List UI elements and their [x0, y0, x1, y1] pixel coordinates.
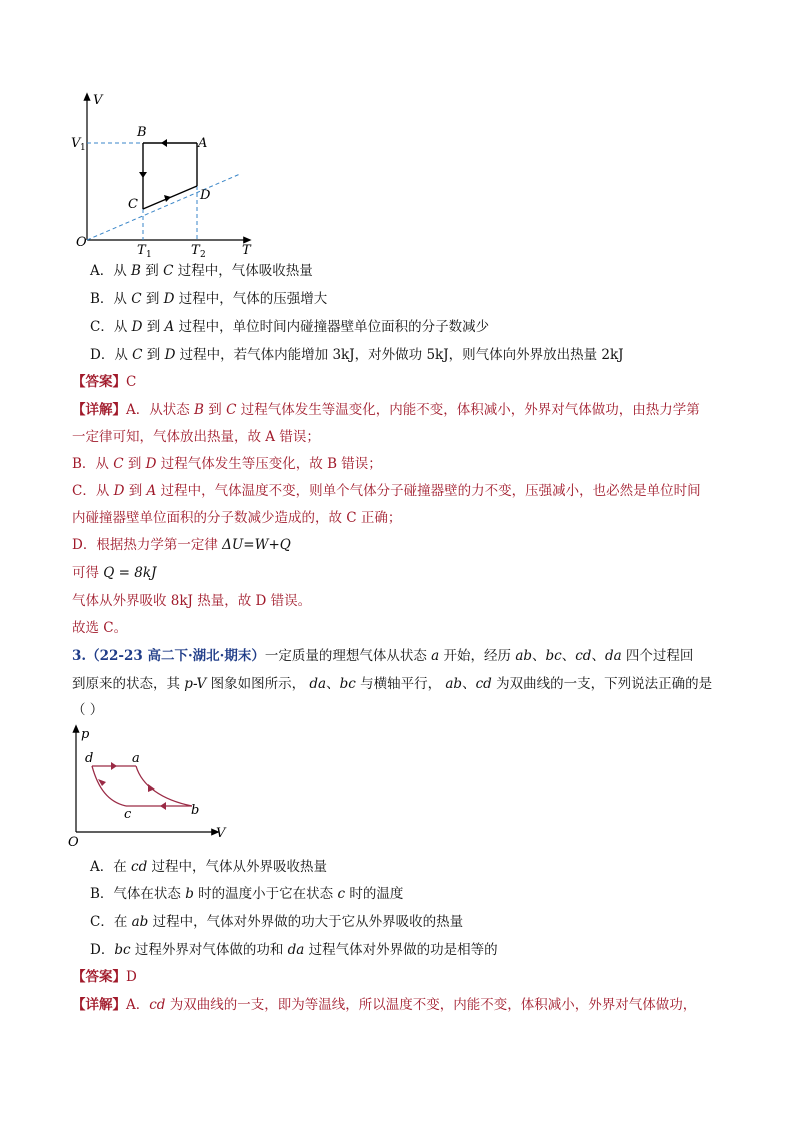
label-b-2: b — [191, 803, 200, 818]
curve-cd — [92, 766, 126, 806]
pv-diagram — [66, 724, 236, 848]
q2-conclusion: 气体从外界吸收 8kJ 热量，故 D 错误。 — [72, 593, 312, 609]
curve-ab — [136, 766, 192, 806]
q2-final: 故选 C。 — [72, 620, 128, 636]
label-d-2: d — [85, 751, 94, 766]
label-v-2: V — [216, 826, 226, 841]
q3-option-b: B．气体在状态 b 时的温度小于它在状态 c 时的温度 — [90, 886, 404, 902]
q3-option-a: A．在 cd 过程中，气体从外界吸收热量 — [90, 859, 328, 875]
q3-answer-bracket: （ ） — [72, 702, 104, 718]
q2-option-b: B．从 C 到 D 过程中，气体的压强增大 — [90, 291, 328, 307]
label-a-2: a — [132, 751, 140, 766]
label-v: V — [93, 93, 103, 108]
q2-option-a: A．从 B 到 C 过程中，气体吸收热量 — [90, 263, 313, 279]
arrow-da — [111, 762, 117, 770]
q2-explanation-b: B．从 C 到 D 过程气体发生等压变化，故 B 错误； — [72, 456, 382, 472]
q2-explanation-a-line2: 一定律可知，气体放出热量，故 A 错误； — [72, 429, 320, 445]
label-t1: T — [137, 243, 146, 258]
label-o: O — [76, 235, 87, 250]
q2-derivation: 可得 Q = 8kJ — [72, 565, 157, 581]
label-o-2: O — [68, 835, 79, 848]
label-b: B — [137, 125, 147, 140]
q2-answer: 【答案】C — [72, 374, 137, 390]
vt-diagram — [60, 88, 260, 258]
arrow-cd — [164, 195, 171, 202]
q2-explanation-a-line1: 【详解】A．从状态 B 到 C 过程气体发生等温变化，内能不变，体积减小，外界对气体做功，由热力学第 — [72, 402, 700, 418]
label-c: C — [128, 197, 138, 212]
label-v1: V — [71, 136, 81, 151]
label-a: A — [198, 136, 208, 151]
arrow-ab — [161, 139, 167, 147]
q3-option-d: D．bc 过程外界对气体做的功和 da 过程气体对外界做的功是相等的 — [90, 942, 498, 958]
q3-stem-line2: 到原来的状态，其 p-V 图象如图所示， da、bc 与横轴平行， ab、cd 为双曲线的一支，下列说法正确的是 — [72, 676, 713, 692]
label-c-2: c — [124, 807, 132, 822]
origin-dashed-line — [87, 174, 240, 240]
q3-stem-line1: 3.（22-23 高二下·湖北·期末）一定质量的理想气体从状态 a 开始，经历 ab、bc、cd、da 四个过程回 — [72, 648, 694, 664]
q3-answer: 【答案】D — [72, 969, 137, 985]
q2-explanation-c-line2: 内碰撞器壁单位面积的分子数减少造成的，故 C 正确； — [72, 510, 402, 526]
arrow-bc-2 — [160, 802, 166, 810]
label-v1-sub: 1 — [80, 143, 86, 153]
q2-explanation-c-line1: C．从 D 到 A 过程中，气体温度不变，则单个气体分子碰撞器壁的力不变，压强减小，也必然是单位时间 — [72, 483, 701, 499]
q2-option-d: D．从 C 到 D 过程中，若气体内能增加 3kJ，对外做功 5kJ，则气体向外界放出热量 2kJ — [90, 347, 624, 363]
q2-option-c: C．从 D 到 A 过程中，单位时间内碰撞器壁单位面积的分子数减少 — [90, 319, 490, 335]
label-d: D — [200, 188, 211, 203]
q3-option-c: C．在 ab 过程中，气体对外界做的功大于它从外界吸收的热量 — [90, 914, 464, 930]
q2-explanation-d: D．根据热力学第一定律 ΔU=W+Q — [72, 537, 291, 553]
label-t2-sub: 2 — [200, 250, 206, 258]
label-t: T — [242, 243, 251, 258]
label-p: p — [81, 727, 90, 742]
label-t2: T — [191, 243, 200, 258]
arrow-bc — [139, 172, 147, 178]
label-t1-sub: 1 — [146, 250, 152, 258]
q3-explanation-a-line1: 【详解】A．cd 为双曲线的一支，即为等温线，所以温度不变，内能不变，体积减小，外界对气体做功， — [72, 997, 697, 1013]
